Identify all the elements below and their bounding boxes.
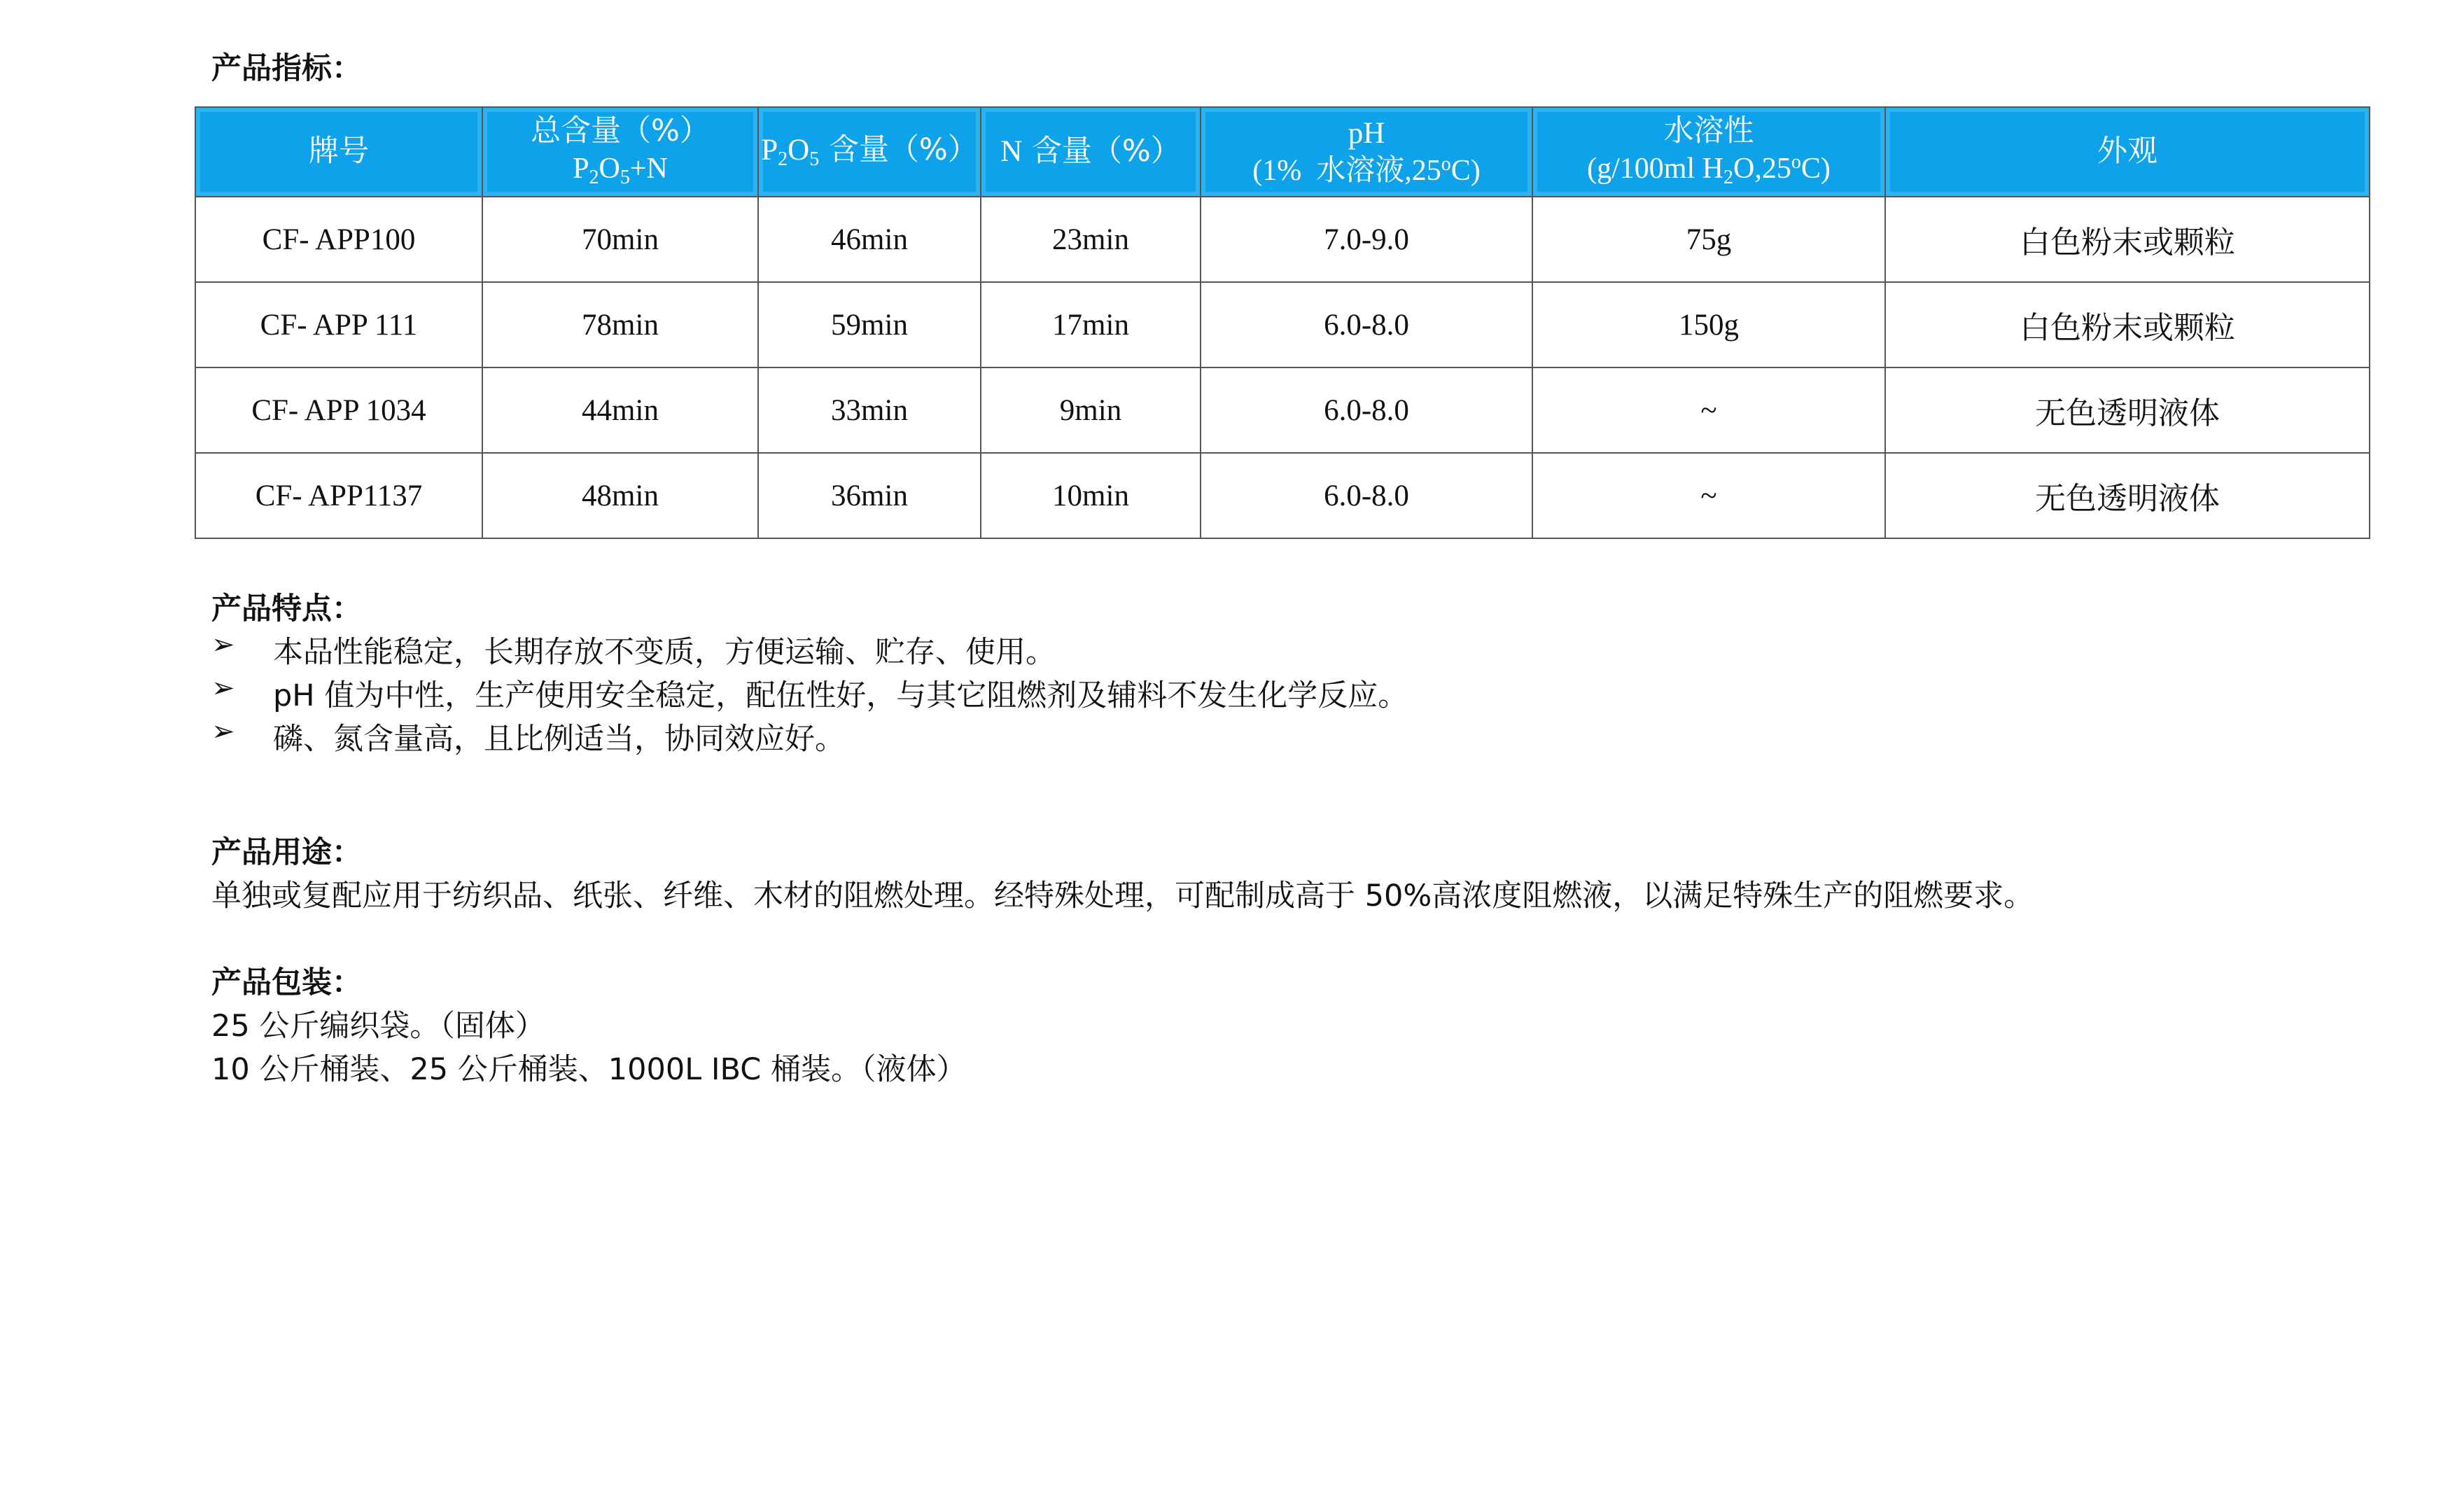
feature-text: 磷、氮含量高，且比例适当，协同效应好。: [273, 722, 845, 757]
arrow-bullet-icon: ➢: [211, 715, 235, 748]
feature-text: pH 值为中性，生产使用安全稳定，配伍性好，与其它阻燃剂及辅料不发生化学反应。: [273, 678, 1408, 713]
grade-cell: CF- APP 111: [195, 282, 482, 368]
p2o5-content-cell: 59min: [758, 282, 981, 368]
header-total-content: 总含量（%） $P_2O_5+N$: [482, 107, 758, 197]
header-ph: pH (1% 水溶液,25$^o$C): [1201, 107, 1532, 197]
ph-cell: 6.0-8.0: [1201, 453, 1532, 538]
appearance-cell: 无色透明液体: [1885, 453, 2370, 538]
packaging-line: 25 公斤编织袋。（固体）: [211, 1009, 545, 1044]
header-grade: 牌号: [195, 107, 482, 197]
appearance-cell: 白色粉末或颗粒: [1885, 197, 2370, 282]
grade-cell: CF- APP100: [195, 197, 482, 282]
usage-title: 产品用途：: [211, 835, 362, 870]
total-content-cell: 48min: [482, 453, 758, 538]
ph-cell: 6.0-8.0: [1201, 368, 1532, 453]
header-n-content: N 含量（%）: [981, 107, 1201, 197]
total-content-cell: 44min: [482, 368, 758, 453]
ph-cell: 7.0-9.0: [1201, 197, 1532, 282]
arrow-bullet-icon: ➢: [211, 629, 235, 661]
packaging-line: 10 公斤桶装、25 公斤桶装、1000L IBC 桶装。（液体）: [211, 1052, 967, 1087]
n-content-cell: 9min: [981, 368, 1201, 453]
ph-cell: 6.0-8.0: [1201, 282, 1532, 368]
p2o5-content-cell: 46min: [758, 197, 981, 282]
feature-text: 本品性能稳定，长期存放不变质，方便运输、贮存、使用。: [273, 635, 1056, 670]
usage-text: 单独或复配应用于纺织品、纸张、纤维、木材的阻燃处理。经特殊处理，可配制成高于 50%高浓度阻燃液，以满足特殊生产的阻燃要求。: [211, 878, 2034, 913]
p2o5-content-cell: 36min: [758, 453, 981, 538]
appearance-cell: 白色粉末或颗粒: [1885, 282, 2370, 368]
packaging-title: 产品包装：: [211, 965, 362, 1000]
solubility-cell: ~: [1532, 368, 1885, 453]
spec-section-title: 产品指标：: [211, 51, 362, 86]
solubility-cell: 75g: [1532, 197, 1885, 282]
table-header-row: [195, 107, 2370, 197]
spec-table: [195, 106, 2370, 539]
table-row: [195, 453, 2370, 538]
features-title: 产品特点：: [211, 592, 362, 626]
n-content-cell: 10min: [981, 453, 1201, 538]
solubility-cell: 150g: [1532, 282, 1885, 368]
solubility-cell: ~: [1532, 453, 1885, 538]
n-content-cell: 17min: [981, 282, 1201, 368]
total-content-cell: 78min: [482, 282, 758, 368]
table-row: [195, 197, 2370, 282]
grade-cell: CF- APP 1034: [195, 368, 482, 453]
total-content-cell: 70min: [482, 197, 758, 282]
header-p2o5-content: $P_2O_5$ 含量（%）: [758, 107, 981, 197]
p2o5-content-cell: 33min: [758, 368, 981, 453]
appearance-cell: 无色透明液体: [1885, 368, 2370, 453]
arrow-bullet-icon: ➢: [211, 672, 235, 704]
table-row: [195, 282, 2370, 368]
n-content-cell: 23min: [981, 197, 1201, 282]
table-row: [195, 368, 2370, 453]
header-water-solubility: 水溶性 (g/100ml $H_2O,25^oC$): [1532, 107, 1885, 197]
grade-cell: CF- APP1137: [195, 453, 482, 538]
header-appearance: 外观: [1885, 107, 2370, 197]
